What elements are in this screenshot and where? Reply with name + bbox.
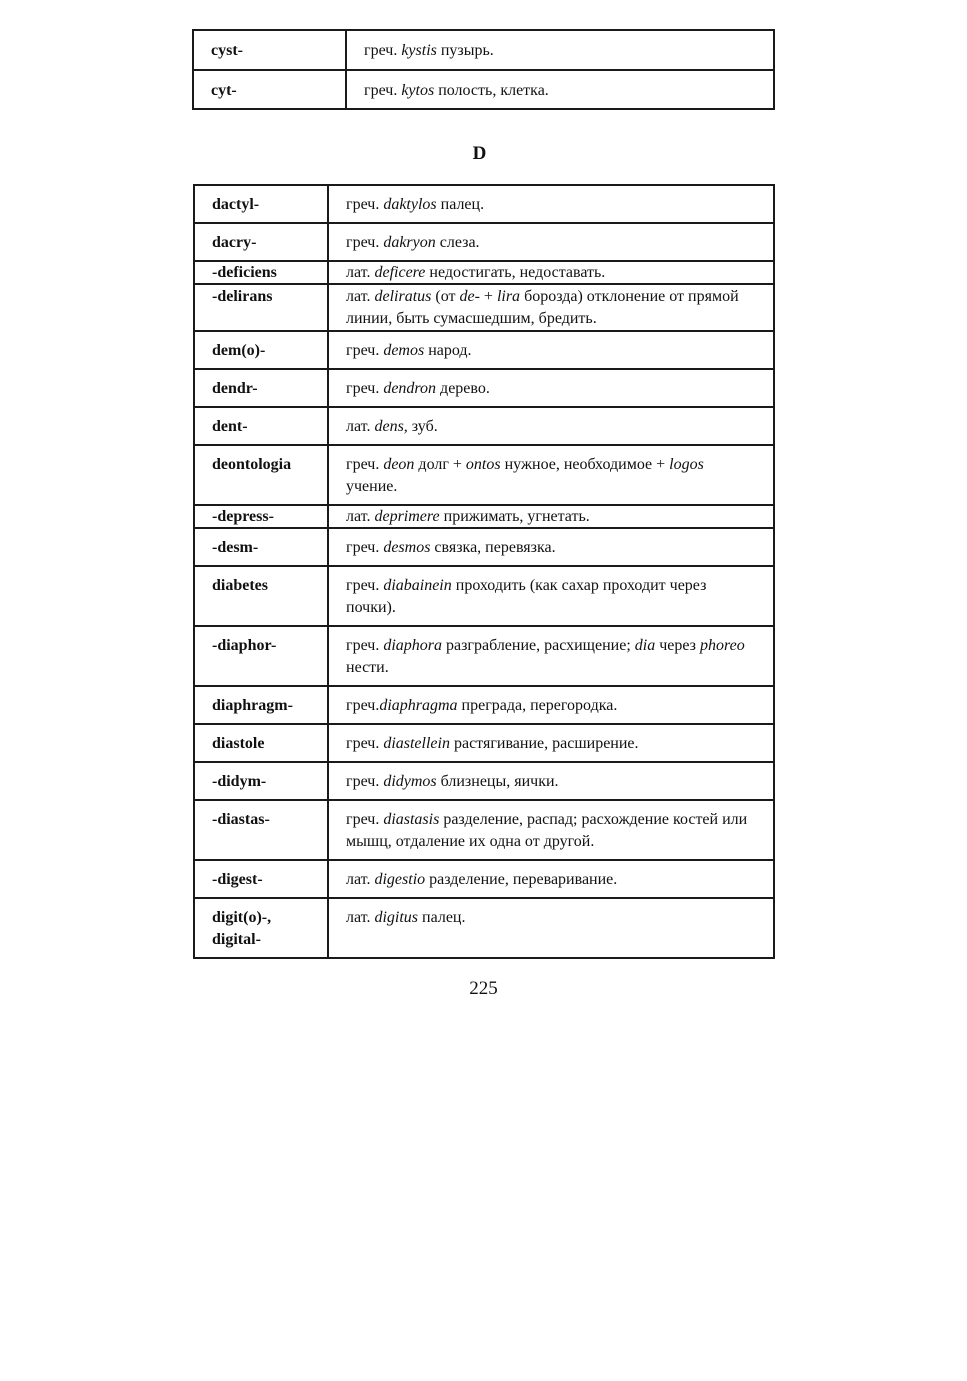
- definition-cell: лат. digitus палец.: [328, 898, 774, 958]
- table-row: [194, 800, 774, 860]
- table-row: [193, 70, 774, 109]
- term-cell: deontologia: [194, 445, 328, 505]
- table-row: [194, 223, 774, 261]
- table-row: [194, 898, 774, 958]
- page-number: 225: [469, 978, 498, 999]
- table-row: [194, 369, 774, 407]
- term-cell: -delirans: [194, 284, 328, 331]
- table-cyst-cyt: [192, 29, 775, 110]
- term-cell: diabetes: [194, 566, 328, 626]
- table-row: [194, 762, 774, 800]
- table-row: [194, 261, 774, 284]
- definition-cell: греч.diaphragma преграда, перегородка.: [328, 686, 774, 724]
- definition-cell: греч. diastasis разделение, распад; расхождение костей или мышц, отдаление их одна от другой.: [328, 800, 774, 860]
- term-cell: -depress-: [194, 505, 328, 528]
- definition-cell: греч. dendron дерево.: [328, 369, 774, 407]
- table-row: [194, 505, 774, 528]
- table-row: [194, 185, 774, 223]
- table-row: [194, 566, 774, 626]
- term-cell: diaphragm-: [194, 686, 328, 724]
- table-row: [194, 284, 774, 331]
- table-row: [194, 686, 774, 724]
- term-cell: -diastas-: [194, 800, 328, 860]
- definition-cell: греч. deon долг + ontos нужное, необходимое + logos учение.: [328, 445, 774, 505]
- definition-cell: греч. kytos полость, клетка.: [346, 70, 774, 109]
- term-cell: cyt-: [193, 70, 346, 109]
- term-cell: cyst-: [193, 30, 346, 70]
- term-cell: -deficiens: [194, 261, 328, 284]
- definition-cell: греч. kystis пузырь.: [346, 30, 774, 70]
- definition-cell: греч. didymos близнецы, яички.: [328, 762, 774, 800]
- term-cell: -diaphor-: [194, 626, 328, 686]
- definition-cell: греч. dakryon слеза.: [328, 223, 774, 261]
- definition-cell: греч. diastellein растягивание, расширение.: [328, 724, 774, 762]
- definition-cell: греч. diabainein проходить (как сахар проходит через почки).: [328, 566, 774, 626]
- letter-heading: D: [472, 143, 487, 164]
- term-cell: -didym-: [194, 762, 328, 800]
- table-row: [194, 407, 774, 445]
- definition-cell: лат. digestio разделение, переваривание.: [328, 860, 774, 898]
- definition-cell: лат. dens, зуб.: [328, 407, 774, 445]
- term-cell: dactyl-: [194, 185, 328, 223]
- term-cell: dendr-: [194, 369, 328, 407]
- table-row: [194, 528, 774, 566]
- table-row: [194, 724, 774, 762]
- term-cell: dem(o)-: [194, 331, 328, 369]
- term-cell: digit(o)-, digital-: [194, 898, 328, 958]
- table-row: [194, 331, 774, 369]
- definition-cell: лат. deprimere прижимать, угнетать.: [328, 505, 774, 528]
- table-row: [194, 860, 774, 898]
- definition-cell: лат. deficere недостигать, недоставать.: [328, 261, 774, 284]
- table-row: [194, 445, 774, 505]
- definition-cell: греч. demos народ.: [328, 331, 774, 369]
- table-row: [194, 626, 774, 686]
- definition-cell: лат. deliratus (от de- + lira борозда) отклонение от прямой линии, быть сумасшедшим, бредить.: [328, 284, 774, 331]
- term-cell: -desm-: [194, 528, 328, 566]
- term-cell: dacry-: [194, 223, 328, 261]
- table-d-terms: [193, 184, 775, 959]
- definition-cell: греч. diaphora разграбление, расхищение; dia через phoreo нести.: [328, 626, 774, 686]
- definition-cell: греч. daktylos палец.: [328, 185, 774, 223]
- term-cell: diastole: [194, 724, 328, 762]
- definition-cell: греч. desmos связка, перевязка.: [328, 528, 774, 566]
- term-cell: -digest-: [194, 860, 328, 898]
- term-cell: dent-: [194, 407, 328, 445]
- table-row: [193, 30, 774, 70]
